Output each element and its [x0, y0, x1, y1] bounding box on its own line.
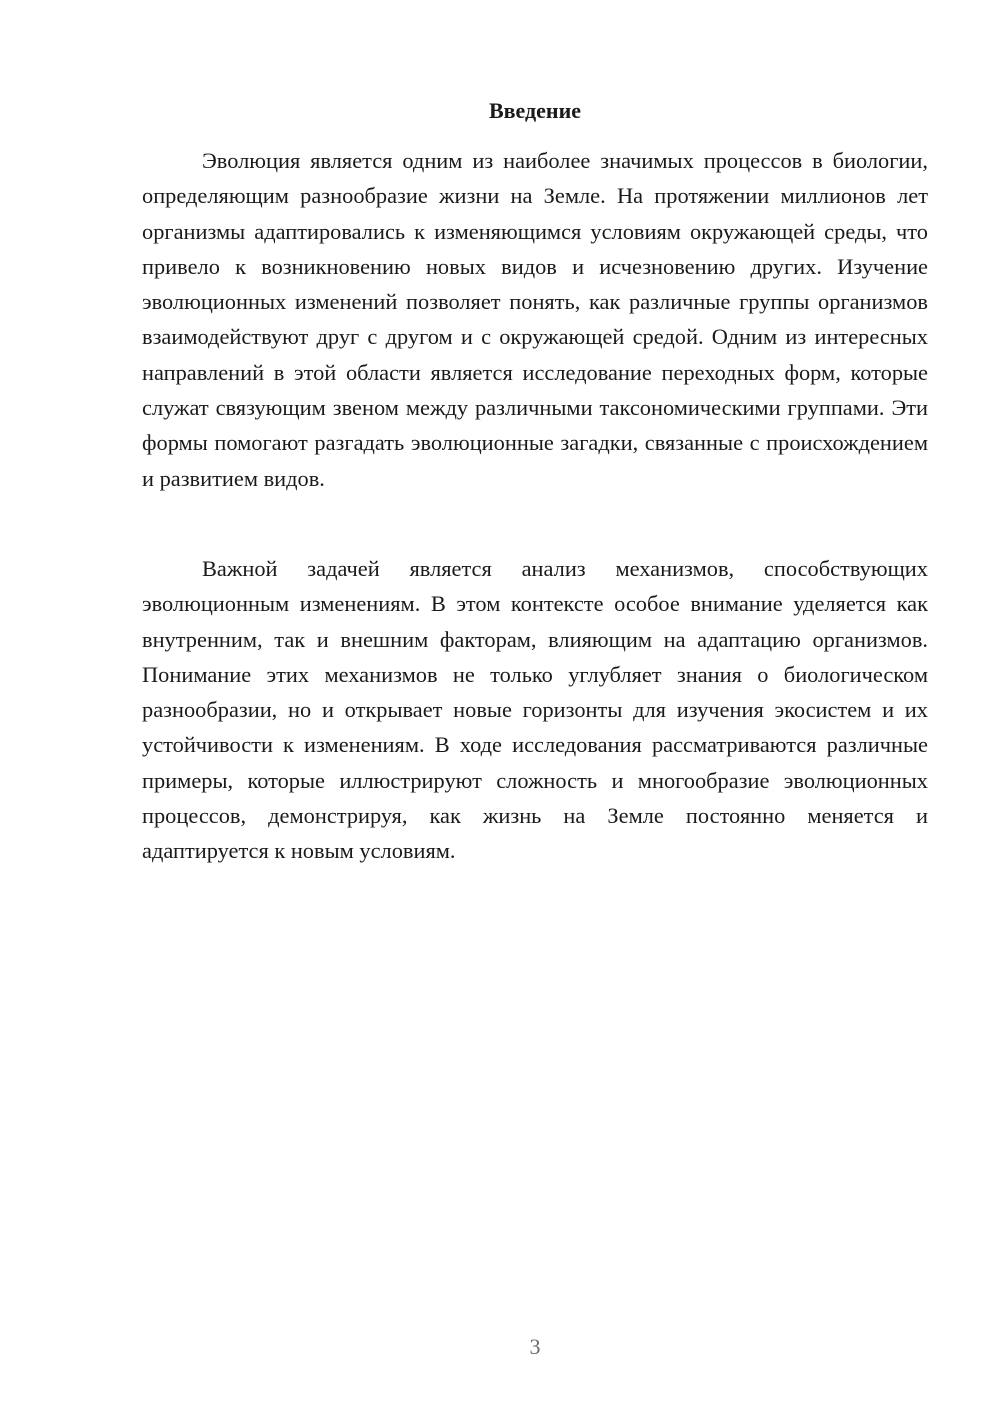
section-title: Введение: [488, 98, 582, 123]
paragraph-2: Важной задачей является анализ механизмов, способствующих эволюционным изменениям. В этом контексте особое внимание уделяется как внутренним, так и внешним факторам, влияющим на адаптацию организмов. Понимание этих механизмов не только углубляет знания о биологическом разнообразии, но и открывает новые горизонты для изучения экосистем и их устойчивости к изменениям. В ходе исследования рассматриваются различные примеры, которые иллюстрируют сложность и многообразие эволюционных процессов, демонстрируя, как жизнь на Земле постоянно меняется и адаптируется к новым условиям.: [142, 556, 928, 864]
page-number: 3: [529, 1334, 541, 1359]
paragraph-1: Эволюция является одним из наиболее значимых процессов в биологии, определяющим разнообразие жизни на Земле. На протяжении миллионов лет организмы адаптировались к изменяющимся условиям окружающей среды, что привело к возникновению новых видов и исчезновению других. Изучение эволюционных изменений позволяет понять, как различные группы организмов взаимодействуют друг с другом и с окружающей средой. Одним из интересных направлений в этой области является исследование переходных форм, которые служат связующим звеном между различными таксономическими группами. Эти формы помогают разгадать эволюционные загадки, связанные с происхождением и развитием видов.: [142, 148, 928, 491]
